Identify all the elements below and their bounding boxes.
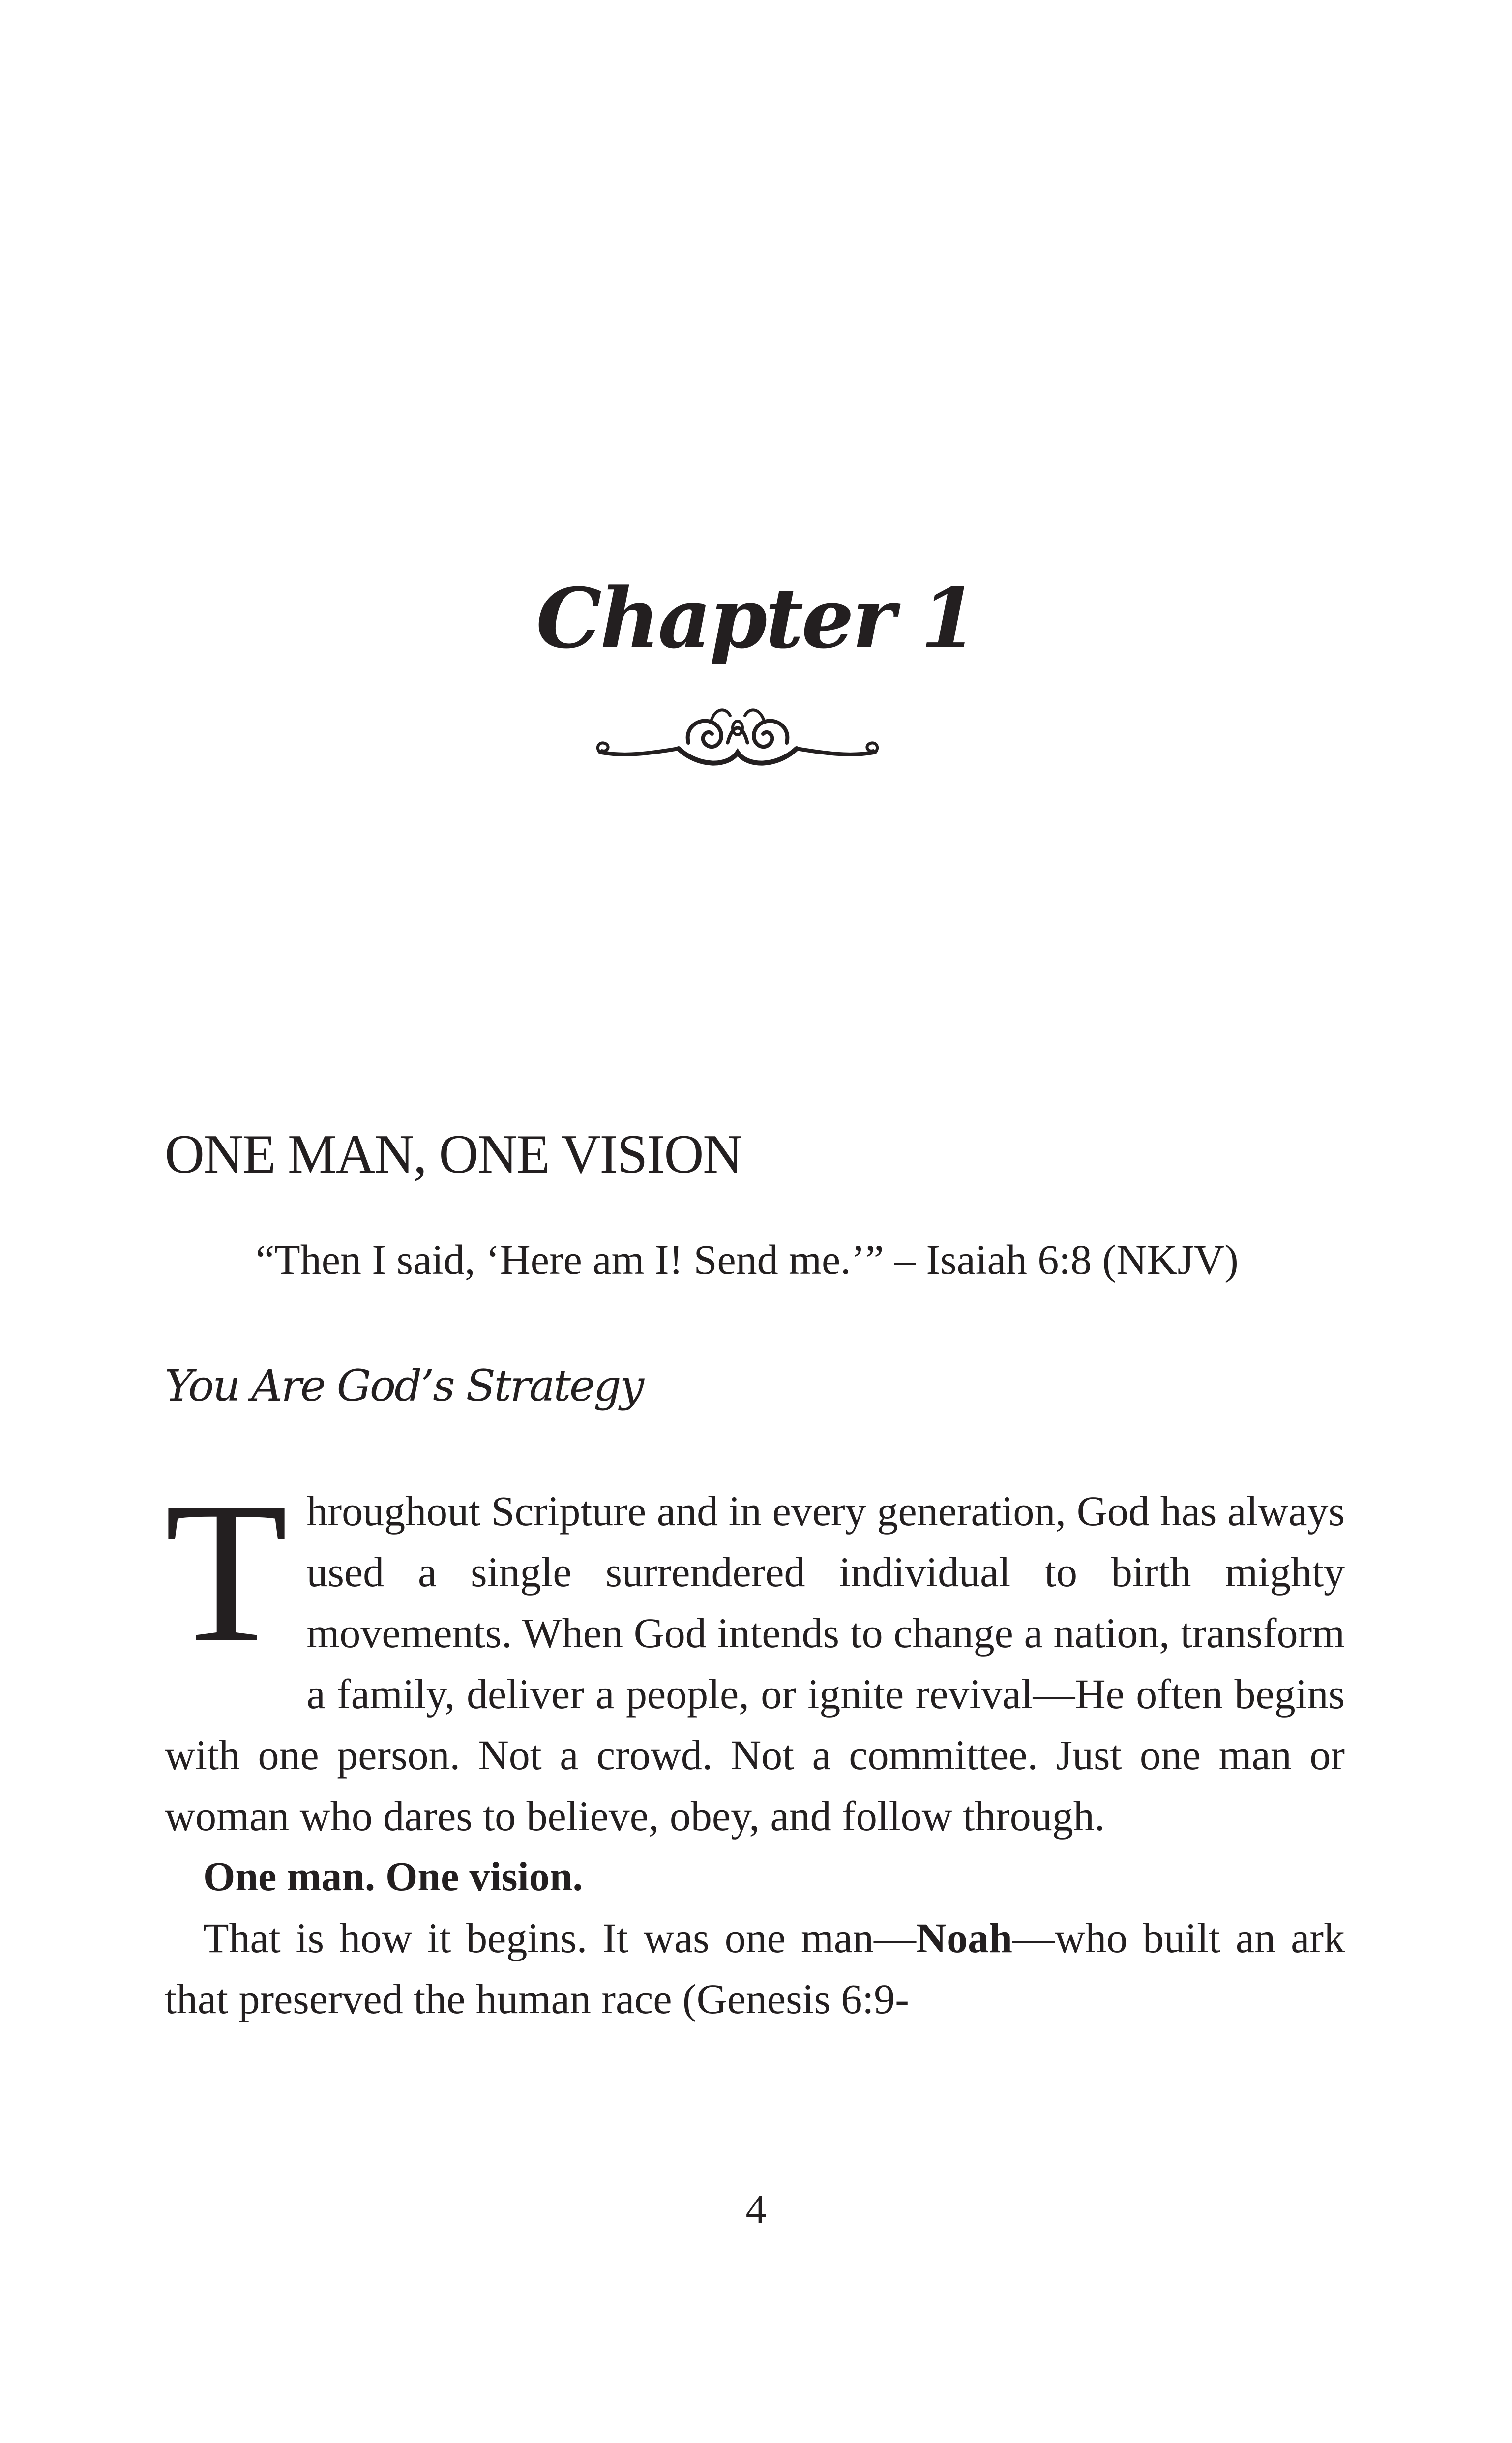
section-subheading: You Are God’s Strategy (165, 1360, 643, 1411)
section-heading: ONE MAN, ONE VISION (165, 1124, 742, 1185)
page-number: 4 (745, 2186, 767, 2232)
opening-paragraph (165, 1461, 1345, 1846)
opening-paragraph-text: hroughout Scripture and in every generation, God has always used a single surrendered individual to birth mighty movements. When God intends to change a nation, transform a family, deliver a people, or ignite revival—He often begins with one person. Not a crowd. Not a committee. Just one man or woman who dares to believe, obey, and follow through. (165, 1487, 1345, 1840)
second-paragraph-start: That is how it begins. It was one man— (203, 1914, 917, 1961)
second-paragraph (165, 1907, 1345, 2029)
second-paragraph-end: —who built an ark that preserved the human race (Genesis 6:9- (165, 1914, 1345, 2022)
drop-cap: T (165, 1461, 288, 1684)
epigraph-quote: “Then I said, ‘Here am I! Send me.’” – Isaiah 6:8 (NKJV) (256, 1236, 1239, 1283)
body-text (165, 1461, 1345, 2029)
chapter-title: Chapter 1 (536, 569, 976, 667)
noah-name: Noah (916, 1914, 1012, 1961)
bold-statement: One man. One vision. (203, 1854, 583, 1900)
flourish-divider-icon (585, 694, 890, 792)
